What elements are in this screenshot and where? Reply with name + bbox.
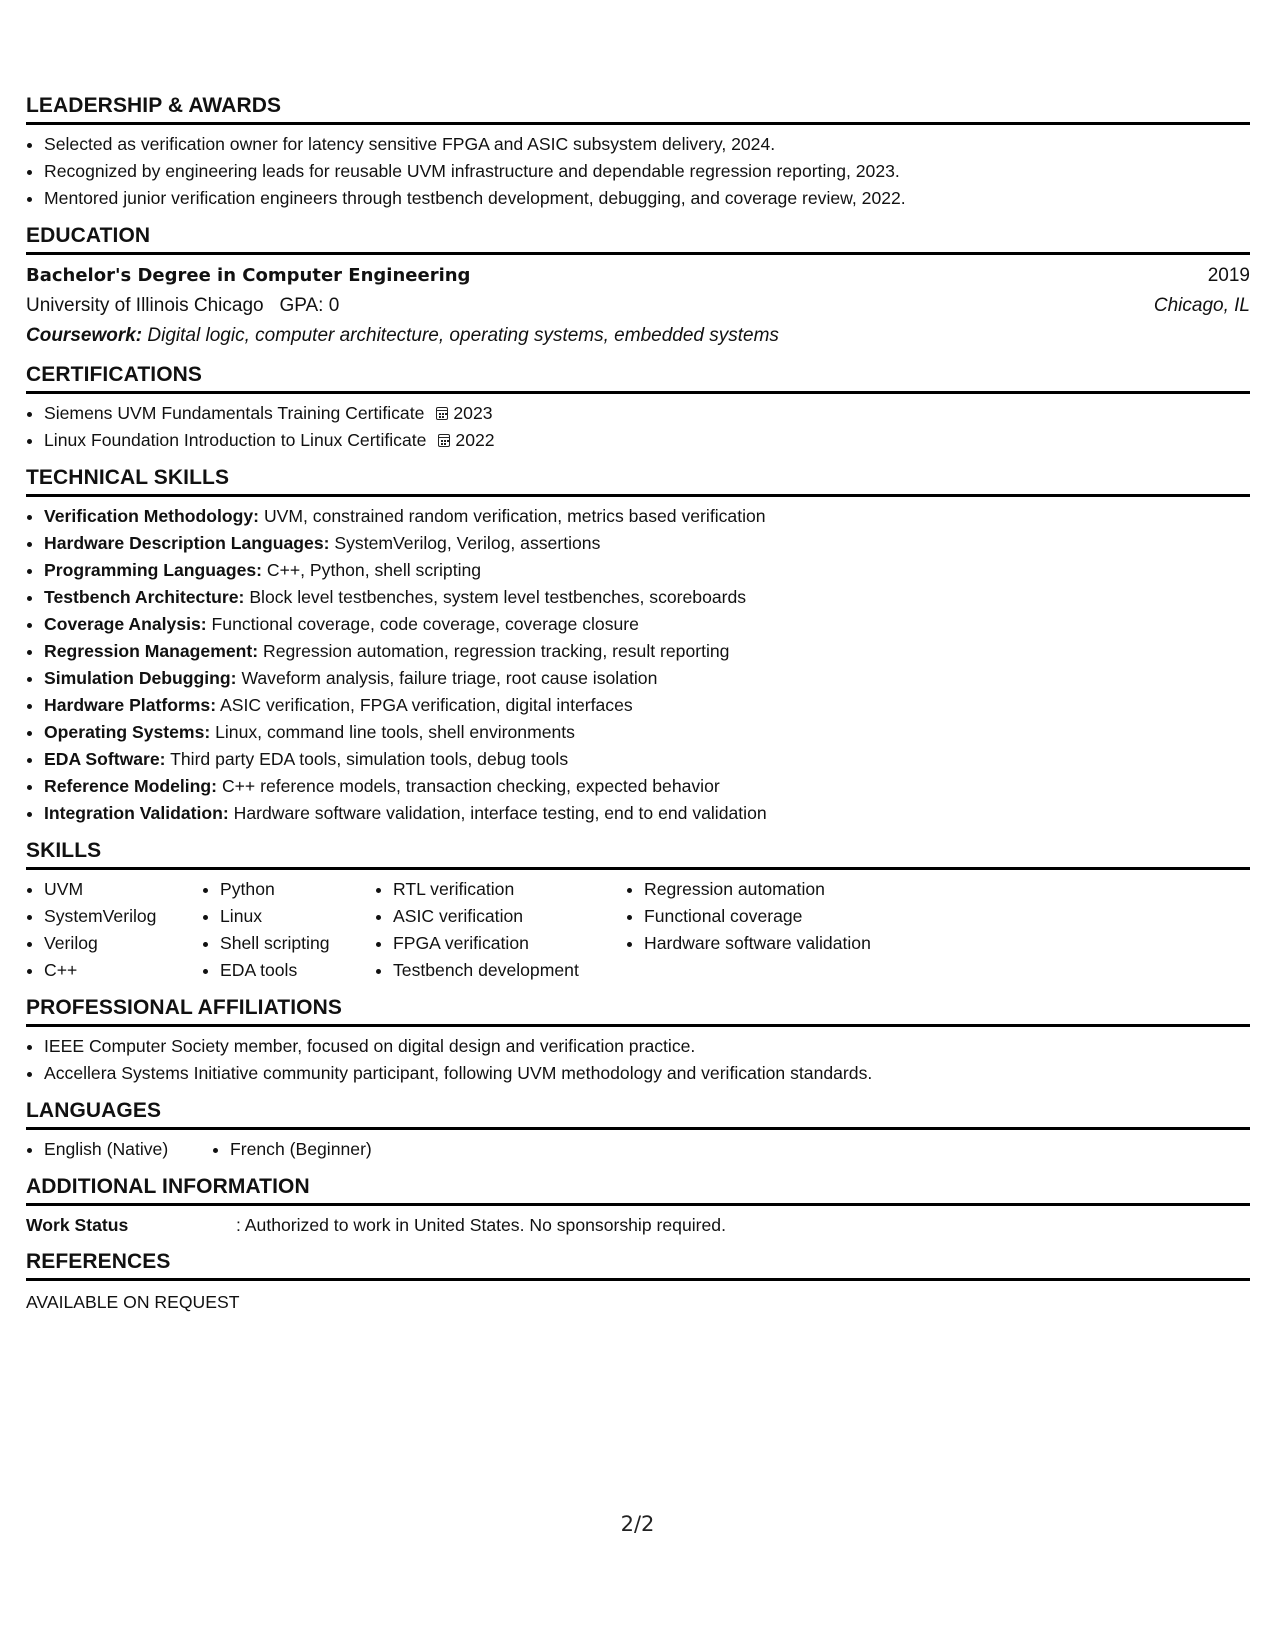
- certification-name: Siemens UVM Fundamentals Training Certificate: [44, 403, 425, 423]
- list-item: • Recognized by engineering leads for reusable UVM infrastructure and dependable regression reporting, 2023.: [44, 158, 1250, 185]
- section-title-technical-skills: TECHNICAL SKILLS: [26, 466, 1250, 497]
- gpa: GPA: 0: [279, 295, 340, 316]
- degree-name: Bachelor's Degree in Computer Engineering: [26, 265, 471, 286]
- coursework-label: Coursework:: [26, 325, 143, 346]
- resume-page: [26, 94, 1250, 1327]
- section-certifications: [26, 363, 1250, 454]
- certification-name: Linux Foundation Introduction to Linux Certificate: [44, 430, 427, 450]
- list-item: • Selected as verification owner for latency sensitive FPGA and ASIC subsystem delivery, 2024.: [44, 131, 1250, 158]
- education-degree-row: [26, 261, 1250, 291]
- school-name: University of Illinois Chicago: [26, 295, 264, 316]
- list-item: [44, 400, 1250, 427]
- skills-column: [626, 876, 944, 984]
- skill-text: ASIC verification, FPGA verification, digital interfaces: [220, 695, 633, 715]
- list-item: [44, 800, 1250, 827]
- list-item: [44, 557, 1250, 584]
- list-item: [44, 773, 1250, 800]
- list-item: • C++: [44, 957, 202, 984]
- school-location: Chicago, IL: [1153, 295, 1250, 316]
- certifications-list: [26, 400, 1250, 454]
- skill-label: Operating Systems:: [44, 722, 211, 742]
- calendar-icon: [438, 434, 450, 447]
- skill-label: Simulation Debugging:: [44, 668, 237, 688]
- section-leadership: [26, 94, 1250, 212]
- list-item: • English (Native): [44, 1136, 212, 1163]
- list-item: • Regression automation: [644, 876, 944, 903]
- graduation-year: 2019: [1207, 265, 1250, 286]
- list-item: [44, 638, 1250, 665]
- section-technical-skills: [26, 466, 1250, 827]
- certification-year: 2022: [455, 430, 495, 450]
- list-item: • EDA tools: [220, 957, 375, 984]
- section-education: [26, 224, 1250, 351]
- section-title-additional-info: ADDITIONAL INFORMATION: [26, 1175, 1250, 1206]
- skill-text: Block level testbenches, system level testbenches, scoreboards: [249, 587, 747, 607]
- skill-label: Programming Languages:: [44, 560, 262, 580]
- list-item: • Functional coverage: [644, 903, 944, 930]
- list-item: • Hardware software validation: [644, 930, 944, 957]
- skill-label: Coverage Analysis:: [44, 614, 207, 634]
- skill-text: Third party EDA tools, simulation tools, debug tools: [170, 749, 569, 769]
- skills-column: [202, 876, 375, 984]
- section-additional-info: [26, 1175, 1250, 1238]
- list-item: [44, 530, 1250, 557]
- list-item: [44, 584, 1250, 611]
- skills-column: [375, 876, 626, 984]
- skill-text: Linux, command line tools, shell environments: [215, 722, 575, 742]
- list-item: • SystemVerilog: [44, 903, 202, 930]
- list-item: • Mentored junior verification engineers through testbench development, debugging, and coverage review, 2022.: [44, 185, 1250, 212]
- certification-year: 2023: [453, 403, 493, 423]
- skills-column: [26, 876, 202, 984]
- list-item: [44, 427, 1250, 454]
- list-item: • Shell scripting: [220, 930, 375, 957]
- section-title-skills: SKILLS: [26, 839, 1250, 870]
- list-item: • French (Beginner): [230, 1136, 372, 1163]
- list-item: [44, 503, 1250, 530]
- education-school-row: [26, 291, 1250, 321]
- skill-text: C++, Python, shell scripting: [266, 560, 482, 580]
- languages-list: [26, 1136, 1250, 1163]
- technical-skills-list: [26, 503, 1250, 827]
- skill-text: Functional coverage, code coverage, coverage closure: [211, 614, 639, 634]
- skill-text: Waveform analysis, failure triage, root cause isolation: [241, 668, 658, 688]
- skill-text: Hardware software validation, interface testing, end to end validation: [233, 803, 767, 823]
- work-status-row: [26, 1212, 1250, 1238]
- section-languages: [26, 1099, 1250, 1163]
- list-item: • IEEE Computer Society member, focused on digital design and verification practice.: [44, 1033, 1250, 1060]
- list-item: • ASIC verification: [393, 903, 626, 930]
- list-item: [44, 611, 1250, 638]
- page-number: 2/2: [620, 1512, 655, 1536]
- section-title-certifications: CERTIFICATIONS: [26, 363, 1250, 394]
- skill-label: Reference Modeling:: [44, 776, 218, 796]
- list-item: • Linux: [220, 903, 375, 930]
- list-item: • Verilog: [44, 930, 202, 957]
- section-title-leadership: LEADERSHIP & AWARDS: [26, 94, 1250, 125]
- skill-label: Regression Management:: [44, 641, 259, 661]
- list-item: [44, 692, 1250, 719]
- skill-text: UVM, constrained random verification, metrics based verification: [263, 506, 766, 526]
- section-affiliations: [26, 996, 1250, 1087]
- coursework: [26, 321, 1250, 351]
- section-title-education: EDUCATION: [26, 224, 1250, 255]
- skill-label: Hardware Platforms:: [44, 695, 217, 715]
- list-item: • FPGA verification: [393, 930, 626, 957]
- work-status-value: : Authorized to work in United States. No sponsorship required.: [236, 1215, 726, 1235]
- skill-label: Integration Validation:: [44, 803, 229, 823]
- skill-text: Regression automation, regression tracking, result reporting: [263, 641, 730, 661]
- list-item: [44, 719, 1250, 746]
- skill-label: Hardware Description Languages:: [44, 533, 330, 553]
- work-status-label: Work Status: [26, 1215, 129, 1235]
- affiliations-list: [26, 1033, 1250, 1087]
- skill-label: EDA Software:: [44, 749, 166, 769]
- skill-label: Testbench Architecture:: [44, 587, 245, 607]
- section-title-languages: LANGUAGES: [26, 1099, 1250, 1130]
- section-title-references: REFERENCES: [26, 1250, 1250, 1281]
- skills-grid: [26, 876, 1250, 984]
- list-item: • RTL verification: [393, 876, 626, 903]
- leadership-list: [26, 131, 1250, 212]
- section-references: [26, 1250, 1250, 1315]
- list-item: • UVM: [44, 876, 202, 903]
- list-item: • Accellera Systems Initiative community participant, following UVM methodology and verification standards.: [44, 1060, 1250, 1087]
- list-item: [44, 746, 1250, 773]
- calendar-icon: [436, 407, 448, 420]
- references-text: AVAILABLE ON REQUEST: [26, 1292, 240, 1312]
- coursework-text: Digital logic, computer architecture, operating systems, embedded systems: [147, 325, 779, 346]
- section-title-affiliations: PROFESSIONAL AFFILIATIONS: [26, 996, 1250, 1027]
- skill-text: SystemVerilog, Verilog, assertions: [334, 533, 601, 553]
- section-skills: [26, 839, 1250, 984]
- skill-text: C++ reference models, transaction checking, expected behavior: [221, 776, 720, 796]
- skill-label: Verification Methodology:: [44, 506, 260, 526]
- languages-column: [212, 1136, 372, 1163]
- list-item: • Testbench development: [393, 957, 626, 984]
- list-item: [44, 665, 1250, 692]
- list-item: • Python: [220, 876, 375, 903]
- languages-column: [26, 1136, 212, 1163]
